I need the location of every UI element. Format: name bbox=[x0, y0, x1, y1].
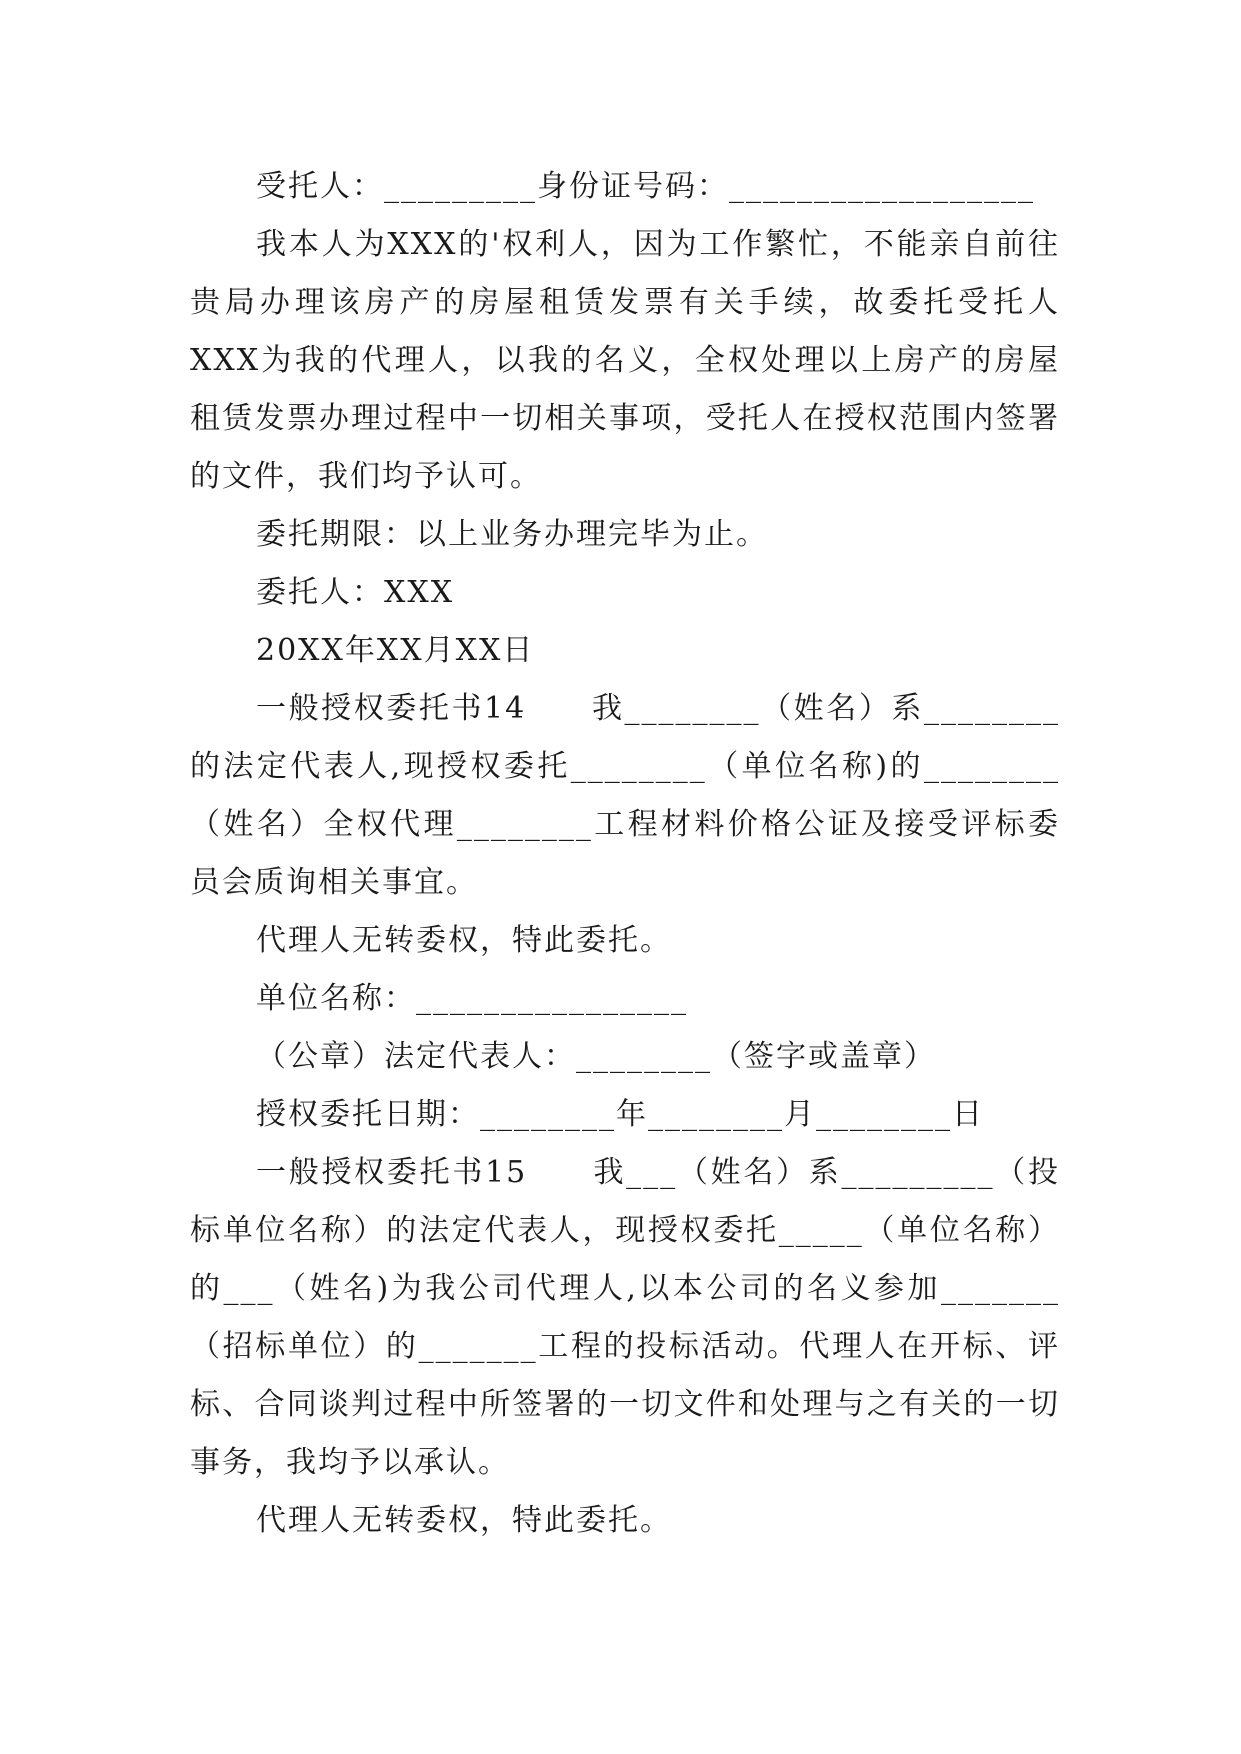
no-sub-delegation-2: 代理人无转委权，特此委托。 bbox=[256, 1503, 672, 1538]
principal-line: 委托人：XXX bbox=[256, 575, 455, 610]
power-of-attorney-14: 一般授权委托书14 我________（姓名）系________的法定代表人,现授权委托________（单位名称)的________（姓名）全权代理________工程材料价格公证及接受评标委员会质询相关事宜。 bbox=[190, 691, 1060, 900]
trustee-id-line: 受托人：_________身份证号码：__________________ bbox=[256, 169, 1035, 204]
power-of-attorney-15: 一般授权委托书15 我___（姓名）系_________（投标单位名称）的法定代表人，现授权委托_____（单位名称）的___（姓名)为我公司代理人,以本公司的名义参加_______（招标单位）的_______工程的投标活动。代理人在开标、评标、合同谈判过程中所签署的一切文件和处理与之有关的一切事务，我均予以承认。 bbox=[190, 1155, 1060, 1480]
legal-representative-line: （公章）法定代表人：________（签字或盖章） bbox=[256, 1039, 936, 1074]
company-name-line: 单位名称：________________ bbox=[256, 981, 688, 1016]
date-line: 20XX年XX月XX日 bbox=[256, 633, 535, 668]
authorization-date-line: 授权委托日期：________年________月________日 bbox=[256, 1097, 984, 1132]
no-sub-delegation-1: 代理人无转委权，特此委托。 bbox=[256, 923, 672, 958]
entrustment-period: 委托期限：以上业务办理完毕为止。 bbox=[256, 517, 768, 552]
document-body bbox=[190, 158, 1060, 1550]
authorization-statement: 我本人为XXX的'权利人，因为工作繁忙，不能亲自前往贵局办理该房产的房屋租赁发票有关手续，故委托受托人XXX为我的代理人，以我的名义，全权处理以上房产的房屋租赁发票办理过程中一切相关事项，受托人在授权范围内签署的文件，我们均予认可。 bbox=[190, 227, 1060, 494]
